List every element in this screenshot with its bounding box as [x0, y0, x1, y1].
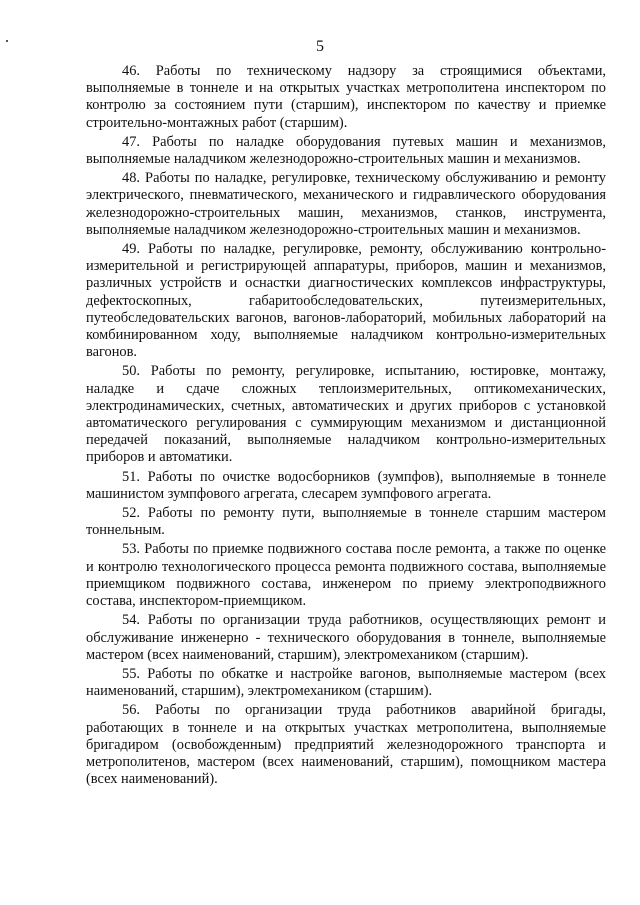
- paragraph-46: 46. Работы по техническому надзору за строящимися объектами, выполняемые в тоннеле и на открытых участках метрополитена инспектором по контролю за состоянием пути (старшим), инспектором по качеству и приемке строительно-монтажных работ (старшим).: [86, 63, 606, 131]
- paragraph-51: 51. Работы по очистке водосборников (зумпфов), выполняемые в тоннеле машинистом зумпфового агрегата, слесарем зумпфового агрегата.: [86, 468, 606, 502]
- paragraph-50: 50. Работы по ремонту, регулировке, испытанию, юстировке, монтажу, наладке и сдаче сложных теплоизмерительных, оптикомеханических, электродинамических, счетных, автоматических и других приборов с установкой автоматического регулирования с суммирующим механизмом и дистанционной передачей показаний, выполняемые наладчиком контрольно-измерительных приборов и автоматики.: [86, 363, 606, 466]
- paragraph-55: 55. Работы по обкатке и настройке вагонов, выполняемые мастером (всех наименований, старшим), электромехаником (старшим).: [86, 665, 606, 700]
- page-number: 5: [316, 38, 324, 55]
- paragraph-52: 52. Работы по ремонту пути, выполняемые в тоннеле старшим мастером тоннельным.: [86, 505, 606, 539]
- paragraph-54: 54. Работы по организации труда работников, осуществляющих ремонт и обслуживание инженерно - технического оборудования в тоннеле, выполняемые мастером (всех наименований, старшим), электромехаником (старшим).: [86, 612, 606, 663]
- paragraph-48: 48. Работы по наладке, регулировке, техническому обслуживанию и ремонту электрического, пневматического, механического и гидравлического оборудования железнодорожно-строительных машин, механизмов, станков, инструмента, выполняемые наладчиком железнодорожно-строительных машин и механизмов.: [86, 170, 606, 238]
- scan-margin-mark: [6, 40, 8, 42]
- paragraph-53: 53. Работы по приемке подвижного состава после ремонта, а также по оценке и контролю технологического процесса ремонта подвижного состава, выполняемые приемщиком подвижного состава, инженером по приему электроподвижного состава, инспектором-приемщиком.: [86, 541, 606, 610]
- paragraph-47: 47. Работы по наладке оборудования путевых машин и механизмов, выполняемые наладчиком железнодорожно-строительных машин и механизмов.: [86, 133, 606, 168]
- document-body: [86, 63, 606, 790]
- paragraph-56: 56. Работы по организации труда работников аварийной бригады, работающих в тоннеле и на открытых участках метрополитена, выполняемые бригадиром (освобожденным) предприятий железнодорожного транспорта и метрополитенов, мастером (всех наименований, старшим), помощником мастера (всех наименований).: [86, 702, 606, 788]
- paragraph-49: 49. Работы по наладке, регулировке, ремонту, обслуживанию контрольно-измерительной и регистрирующей аппаратуры, приборов, машин и механизмов, различных устройств и оснастки диагностических комплексов инфраструктуры, дефектоскопных, габаритообследовательских, путеизмерительных, путеобследовательских вагонов, вагонов-лабораторий, мобильных лабораторий на комбинированном ходу, выполняемые наладчиком контрольно-измерительных вагонов.: [86, 241, 606, 361]
